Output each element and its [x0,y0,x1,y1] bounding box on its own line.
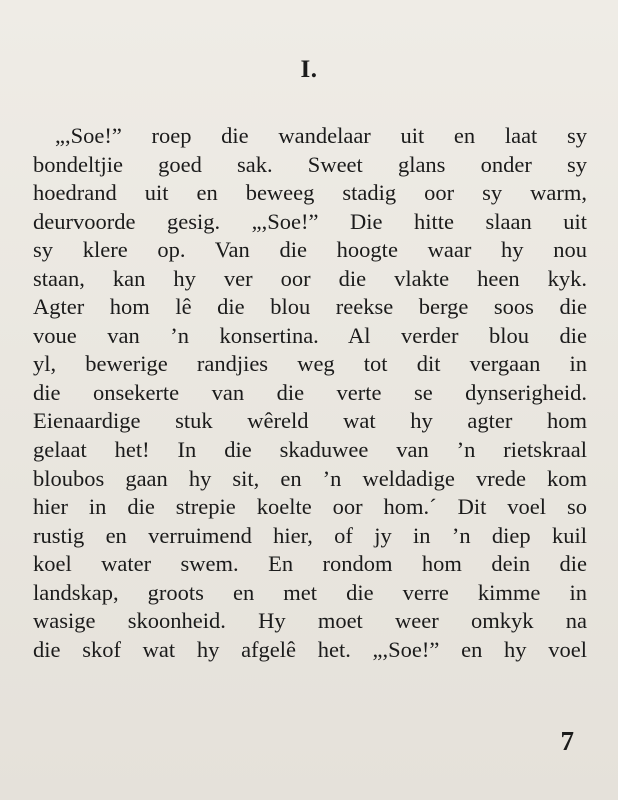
chapter-number: I. [300,56,318,83]
page-number: 7 [560,726,574,756]
text-line: koel water swem. En rondom hom dein die [33,551,587,577]
text-line: gelaat het! In die skaduwee van ’n rietskraal [33,437,587,463]
text-line: Agter hom lê die blou reekse berge soos die [33,294,587,320]
text-line: die skof wat hy afgelê het. „,Soe!” en hy voel [33,636,587,662]
text-line: „,Soe!” roep die wandelaar uit en laat sy [55,123,587,148]
text-line: sy klere op. Van die hoogte waar hy nou [33,237,587,263]
text-line: bloubos gaan hy sit, en ’n weldadige vrede kom [33,465,587,491]
body-text [33,122,587,664]
text-line: Eienaardige stuk wêreld wat hy agter hom [33,408,587,434]
text-line: hier in die strepie koelte oor hom.´ Dit voel so [33,494,587,520]
text-line: die onsekerte van die verte se dynserigheid. [33,379,587,405]
text-line: voue van ’n konsertina. Al verder blou die [33,322,587,348]
text-line: hoedrand uit en beweeg stadig oor sy warm, [33,180,587,206]
text-line: rustig en verruimend hier, of jy in ’n diep kuil [33,522,587,548]
text-line: wasige skoonheid. Hy moet weer omkyk na [33,608,587,634]
text-line: bondeltjie goed sak. Sweet glans onder sy [33,151,587,177]
text-line: yl, bewerige randjies weg tot dit vergaan in [33,351,587,377]
text-line: landskap, groots en met die verre kimme in [33,579,587,605]
text-line: staan, kan hy ver oor die vlakte heen kyk. [33,265,587,291]
text-line: deurvoorde gesig. „,Soe!” Die hitte slaan uit [33,208,587,234]
